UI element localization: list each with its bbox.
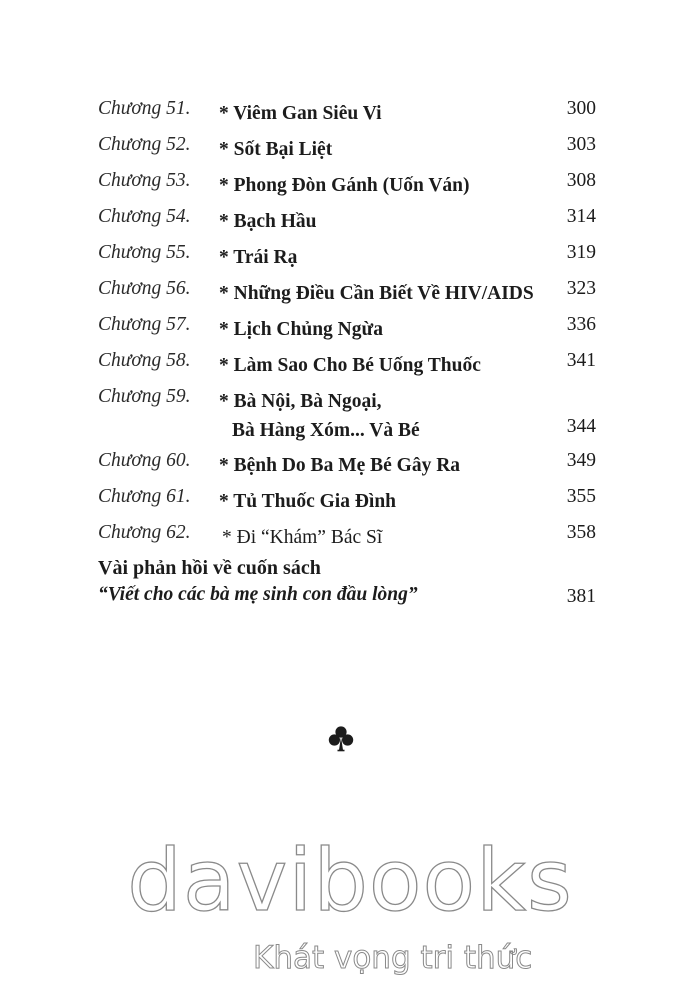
chapter-number: Chương 54. <box>98 206 191 227</box>
chapter-title: * Phong Đòn Gánh (Uốn Ván) <box>219 175 470 196</box>
chapter-number: Chương 62. <box>98 522 191 543</box>
chapter-title: * Tủ Thuốc Gia Đình <box>219 491 397 512</box>
toc-entry <box>98 134 596 164</box>
toc-entry <box>98 206 596 236</box>
page-number: 323 <box>566 278 596 299</box>
page-number: 336 <box>566 314 596 335</box>
chapter-title: * Bệnh Do Ba Mẹ Bé Gây Ra <box>219 455 461 476</box>
watermark-tagline: Khát vọng tri thức <box>253 940 533 976</box>
toc-entry <box>98 450 596 480</box>
feedback-book-title: “Viết cho các bà mẹ sinh con đầu lòng” <box>98 584 418 605</box>
chapter-title: * Viêm Gan Siêu Vi <box>219 103 382 124</box>
chapter-number: Chương 60. <box>98 450 191 471</box>
chapter-number: Chương 59. <box>98 386 191 407</box>
toc-entry <box>98 522 596 552</box>
chapter-number: Chương 56. <box>98 278 191 299</box>
page-number: 344 <box>566 416 596 437</box>
toc-entry <box>98 386 596 448</box>
toc-entry <box>98 486 596 516</box>
chapter-number: Chương 51. <box>98 98 191 119</box>
page-number: 358 <box>566 522 596 543</box>
chapter-title: * Những Điều Cần Biết Về HIV/AIDS <box>219 283 534 304</box>
page-number: 300 <box>566 98 596 119</box>
page-number: 308 <box>566 170 596 191</box>
chapter-number: Chương 55. <box>98 242 191 263</box>
page-number: 303 <box>566 134 596 155</box>
feedback-page-number: 381 <box>566 586 596 607</box>
chapter-number: Chương 53. <box>98 170 191 191</box>
watermark-brand: davibooks <box>127 831 573 931</box>
chapter-title-line-2: Bà Hàng Xóm... Và Bé <box>232 420 420 441</box>
club-ornament-icon <box>327 725 355 753</box>
chapter-title-line-1: * Bà Nội, Bà Ngoại, <box>219 391 382 412</box>
page-number: 355 <box>566 486 596 507</box>
toc-entry <box>98 242 596 272</box>
chapter-number: Chương 52. <box>98 134 191 155</box>
toc-entry <box>98 314 596 344</box>
feedback-heading: Vài phản hồi về cuốn sách <box>98 557 321 579</box>
toc-entry <box>98 170 596 200</box>
page-number: 349 <box>566 450 596 471</box>
chapter-title: * Lịch Chủng Ngừa <box>219 319 383 340</box>
toc-entry <box>98 350 596 380</box>
chapter-number: Chương 58. <box>98 350 191 371</box>
chapter-title: * Làm Sao Cho Bé Uống Thuốc <box>219 355 481 376</box>
chapter-number: Chương 57. <box>98 314 191 335</box>
toc-entry <box>98 98 596 128</box>
page-number: 319 <box>566 242 596 263</box>
page-number: 314 <box>566 206 596 227</box>
chapter-title: * Sốt Bại Liệt <box>219 139 333 160</box>
chapter-title: * Đi “Khám” Bác Sĩ <box>222 527 383 548</box>
chapter-number: Chương 61. <box>98 486 191 507</box>
page-number: 341 <box>566 350 596 371</box>
chapter-title: * Trái Rạ <box>219 247 298 268</box>
toc-entry <box>98 278 596 308</box>
chapter-title: * Bạch Hầu <box>219 211 317 232</box>
